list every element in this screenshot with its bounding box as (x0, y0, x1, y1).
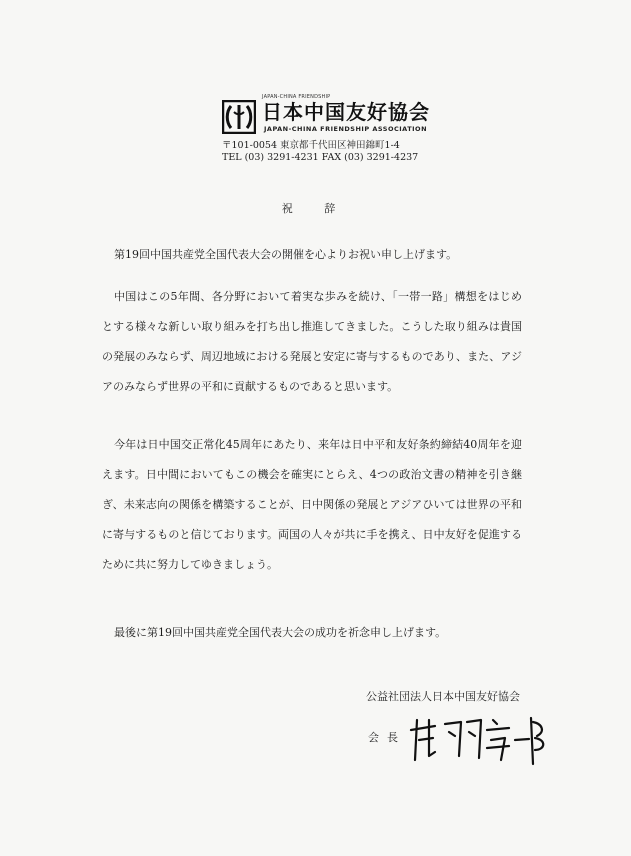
paragraph-3 (102, 430, 522, 580)
paragraph-text: 中国はこの5年間、各分野において着実な歩みを続け、「一帯一路」構想をはじめとする様々な新しい取り組みを打ち出し推進してきました。こうした取り組みは貴国の発展のみならず、周辺地域における発展と安定に寄与するものであり、また、アジアのみならず世界の平和に貢献するものであると思います。 (102, 290, 522, 393)
document-title: 祝 辞 (281, 202, 350, 215)
tel-fax: TEL (03) 3291-4231 FAX (03) 3291-4237 (222, 152, 419, 163)
paragraph-2 (102, 282, 522, 402)
paragraph-4 (102, 618, 522, 648)
letterhead-small-text: JAPAN-CHINA FRIENDSHIP (262, 94, 331, 100)
organization-name-english: JAPAN-CHINA FRIENDSHIP ASSOCIATION (264, 125, 428, 133)
organization-name: 日本中国友好協会 (262, 100, 430, 124)
chair-label: 会長 (368, 731, 406, 744)
sender-organization: 公益社団法人日本中国友好協会 (366, 690, 520, 703)
address: 〒101-0054 東京都千代田区神田錦町1-4 (222, 140, 400, 151)
jcfa-logo-icon (222, 100, 256, 134)
paragraph-text: 最後に第19回中国共産党全国代表大会の成功を祈念申し上げます。 (114, 626, 447, 639)
paragraph-text: 第19回中国共産党全国代表大会の開催を心よりお祝い申し上げます。 (114, 248, 458, 261)
paragraph-1 (102, 240, 522, 270)
handwritten-signature (405, 710, 550, 770)
paragraph-text: 今年は日中国交正常化45周年にあたり、来年は日中平和友好条約締結40周年を迎えます。日中間においてもこの機会を確実にとらえ、4つの政治文書の精神を引き継ぎ、未来志向の関係を構築することが、日中関係の発展とアジアひいては世界の平和に寄与するものと信じております。両国の人々が共に手を携え、日中友好を促進するために共に努力してゆきましょう。 (102, 438, 522, 571)
